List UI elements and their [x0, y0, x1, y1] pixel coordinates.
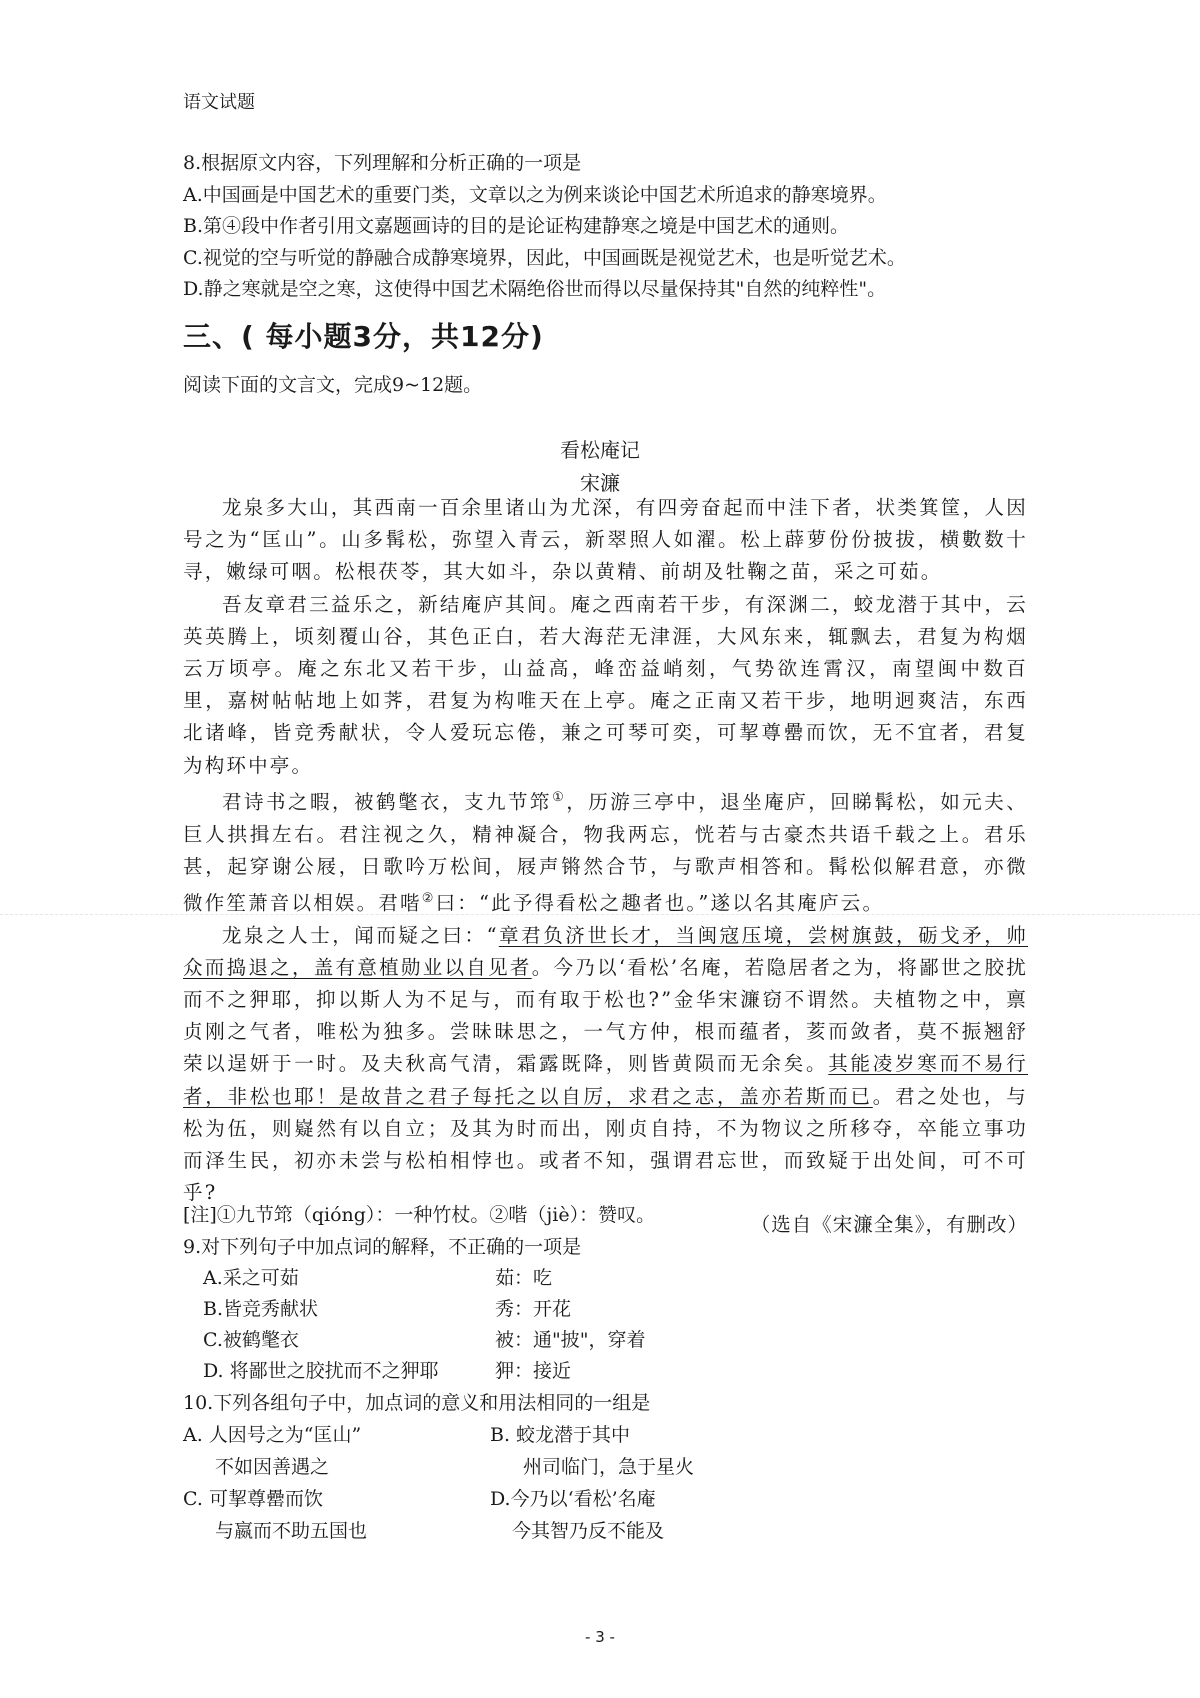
q9-gloss-c: 被：通"披"，穿着 — [495, 1329, 646, 1351]
underlined-sentence-2: 其能凌岁寒而不易行者，非松也耶！是故昔之君子每托之以自厉，求君之志，盖亦若斯而已 — [183, 1052, 1028, 1108]
paragraph-3-part-2: ，历游三亭中，退坐庵庐，回睇髯松，如元夫、巨人拱揖左右。君注视之久，精神凝合，物我两忘，恍若与古豪杰共语千载之上。君乐甚，起穿谢公屐，日歌吟万松间，屐声锵然合节，与歌声相答和。髯松似解君意，亦微微作笙萧音以相娱。君喈 — [183, 790, 1029, 915]
paragraph-2: 吾友章君三益乐之，新结庵庐其间。庵之西南若干步，有深渊二，蛟龙潜于其中，云英英腾上，顷刻覆山谷，其色正白，若大海茫无津涯，大风东来，辄飘去，君复为构烟云万顷亭。庵之东北又若干步，山益高，峰峦益峭刻，气势欲连霄汉，南望闽中数百里，嘉树帖帖地上如荠，君复为构唯天在上亭。庵之正南又若干步，地明迥爽洁，东西北诸峰，皆竞秀献状，令人爱玩忘倦，兼之可琴可奕，可挈尊罍而饮，无不宜者，君复为构环中亭。 — [183, 592, 1028, 777]
q10-option-d-1: D.今乃以‘看松’名庵 — [490, 1488, 656, 1510]
q10-option-b-1: B. 蛟龙潜于其中 — [490, 1424, 631, 1446]
footnote-marker-1: ① — [552, 789, 567, 805]
q9-sentence-d: D. 将鄙世之胶扰而不之狎耶 — [203, 1360, 439, 1382]
option-a: A.中国画是中国艺术的重要门类，文章以之为例来谈论中国艺术所追求的静寒境界。 — [183, 183, 887, 206]
page-number: - 3 - — [585, 1628, 615, 1646]
question-10-stem: 10.下列各组句子中，加点词的意义和用法相同的一组是 — [183, 1392, 651, 1414]
q10-option-a-1: A. 人因号之为“匡山” — [183, 1424, 362, 1446]
paragraph-3-part-1: 君诗书之暇，被鹤氅衣，支九节筇 — [222, 790, 553, 814]
question-stem: 8.根据原文内容，下列理解和分析正确的一项是 — [183, 152, 582, 174]
paragraph-4-part-3: 。君之处也，与松为伍，则嶷然有以自立；及其为时而出，刚贞自持，不为物议之所移夺，卒能立事功而泽生民，初亦未尝与松柏相悖也。或者不知，强谓君忘世，而致疑于出处间，可不可乎? — [183, 1084, 1029, 1205]
passage-author: 宋濂 — [580, 471, 620, 495]
section-instructions: 阅读下面的文言文，完成9~12题。 — [183, 374, 483, 396]
q9-sentence-c: C.被鹤氅衣 — [203, 1329, 299, 1351]
paragraph-1: 龙泉多大山，其西南一百余里诸山为尤深，有四旁奋起而中洼下者，状类箕筐，人因号之为“匡山”。山多髯松，弥望入青云，新翠照人如濯。松上薜萝份份披拔，横數数十寻，嫩绿可咽。松根茯苓，其大如斗，杂以黄精、前胡及牡鞠之苗，采之可茹。 — [183, 496, 1028, 584]
q9-sentence-a: A.采之可茹 — [203, 1267, 299, 1289]
classical-passage — [183, 492, 1028, 1242]
q10-option-a-2: 不如因善遇之 — [215, 1456, 330, 1478]
q10-option-b-2: 州司临门，急于星火 — [523, 1456, 695, 1478]
q9-gloss-b: 秀：开花 — [495, 1298, 572, 1320]
option-c: C.视觉的空与听觉的静融合成静寒境界，因此，中国画既是视觉艺术，也是听觉艺术。 — [183, 246, 906, 269]
section-heading: 三、( 每小题3分，共12分) — [183, 320, 544, 353]
paragraph-4 — [183, 920, 1028, 1210]
option-b: B.第④段中作者引用文嘉题画诗的目的是论证构建静寒之境是中国艺术的通则。 — [183, 215, 850, 237]
underlined-sentence-1: 章君负济世长才，当闽寇压境，尝树旗鼓，砺戈矛，帅众而捣退之，盖有意植勋业以自见者 — [183, 923, 1028, 979]
question-9-stem: 9.对下列句子中加点词的解释，不正确的一项是 — [183, 1236, 582, 1258]
footnotes: [注]①九节筇（qióng）：一种竹杖。②喈（jiè）：赞叹。 — [183, 1204, 656, 1226]
q9-gloss-a: 茹：吃 — [495, 1267, 553, 1289]
option-d: D.静之寒就是空之寒，这使得中国艺术隔绝俗世而得以尽量保持其"自然的纯粹性"。 — [183, 278, 887, 300]
footnote-marker-2: ② — [421, 890, 436, 906]
passage-title: 看松庵记 — [560, 438, 640, 462]
q10-option-c-1: C. 可挈尊罍而饮 — [183, 1488, 323, 1510]
passage-source: （选自《宋濂全集》，有删改） — [750, 1213, 1028, 1237]
page-header: 语文试题 — [183, 92, 255, 113]
paragraph-3 — [183, 782, 1028, 920]
page-divider — [0, 914, 1200, 915]
q10-option-c-2: 与嬴而不助五国也 — [215, 1520, 368, 1542]
paragraph-4-part-2: 。今乃以‘看松’名庵，若隐居者之为，将鄙世之胶扰而不之狎耶，抑以斯人为不足与，而有取于松也?”金华宋濂窃不谓然。夫植物之中，禀贞刚之气者，唯松为独多。尝昧昧思之，一气方仲，根而蕴者，荄而敛者，莫不振翘舒荣以逞妍于一时。及夫秋高气清，霜露既降，则皆黄陨而无余矣。 — [183, 955, 1029, 1076]
q9-sentence-b: B.皆竞秀献状 — [203, 1298, 319, 1320]
q9-gloss-d: 狎：接近 — [495, 1360, 572, 1382]
paragraph-4-part-1: 龙泉之人士，闻而疑之曰：“ — [222, 923, 499, 947]
question-8 — [183, 148, 1063, 306]
paragraph-3-part-3: 曰：“此予得看松之趣者也。”遂以名其庵庐云。 — [435, 891, 885, 915]
q10-option-d-2: 今其智乃反不能及 — [512, 1520, 665, 1542]
